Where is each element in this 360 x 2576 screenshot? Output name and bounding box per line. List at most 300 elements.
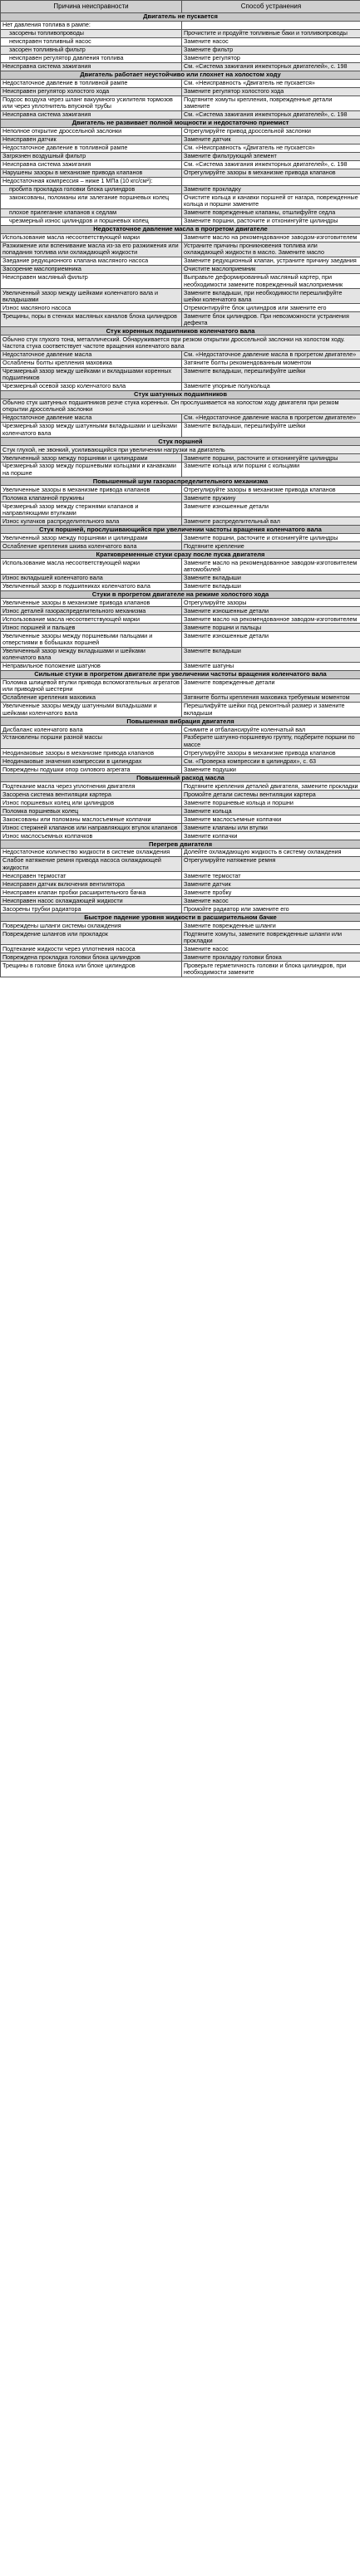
section-title: Стук поршней bbox=[1, 438, 360, 446]
fix-cell: Замените редукционный клапан, устраните причину заедания bbox=[182, 257, 360, 265]
fix-cell: Замените поврежденные детали bbox=[182, 678, 360, 693]
cause-text: Неисправна система зажигания bbox=[2, 110, 91, 119]
cause-cell bbox=[1, 46, 182, 54]
table-row bbox=[1, 599, 360, 607]
cause-text: Чрезмерный зазор между шейками и вкладышами коренных подшипников bbox=[2, 367, 172, 382]
cause-text: Использование масла несоответствующей марки bbox=[2, 558, 141, 566]
cause-cell bbox=[1, 463, 182, 477]
fix-cell: Затяните болты рекомендованным моментом bbox=[182, 359, 360, 367]
section-header-row bbox=[1, 670, 360, 678]
fix-cell: Замените вкладыши bbox=[182, 647, 360, 662]
section-title: Повышенная вибрация двигателя bbox=[1, 717, 360, 726]
cause-text: Слабое натяжение ремня привода насоса охлаждающей жидкости bbox=[2, 856, 161, 871]
cause-text: Чрезмерный осевой зазор коленчатого вала bbox=[2, 382, 126, 390]
table-row bbox=[1, 726, 360, 734]
cause-cell bbox=[1, 599, 182, 607]
cause-text: Дисбаланс коленчатого вала bbox=[2, 725, 83, 733]
cause-cell bbox=[1, 21, 182, 29]
fix-cell: Устраните причины проникновения топлива или охлаждающей жидкости в масло. Замените масло bbox=[182, 242, 360, 257]
fix-cell: Долейте охлаждающую жидкость в систему охлаждения bbox=[182, 849, 360, 857]
fix-cell: Подтяните хомуты, замените поврежденные шланги или прокладки bbox=[182, 930, 360, 945]
table-row bbox=[1, 574, 360, 582]
fix-cell: Замените шатуны bbox=[182, 662, 360, 670]
cause-cell bbox=[1, 757, 182, 766]
cause-text: Чрезмерный зазор между стержнями клапанов и направляющими втулками bbox=[2, 502, 139, 517]
fix-cell: См. «Неисправность «Двигатель не пускается» bbox=[182, 144, 360, 152]
fix-cell: Промойте радиатор или замените его bbox=[182, 905, 360, 913]
cause-text: Неисправна система зажигания bbox=[2, 160, 91, 169]
cause-text: Неисправна система зажигания bbox=[2, 62, 91, 71]
table-row bbox=[1, 414, 360, 422]
cause-text: Неисправен датчик bbox=[2, 135, 57, 144]
cause-cell bbox=[1, 726, 182, 734]
fix-cell: См. «Система зажигания инжекторных двигателей», с. 198 bbox=[182, 62, 360, 71]
table-row bbox=[1, 962, 360, 977]
section-header-row bbox=[1, 913, 360, 922]
table-row bbox=[1, 463, 360, 477]
table-row bbox=[1, 880, 360, 889]
table-row bbox=[1, 857, 360, 872]
fix-cell: Затяните болты крепления маховика требуемым моментом bbox=[182, 693, 360, 702]
section-header-row bbox=[1, 477, 360, 486]
section-title: Стук шатунных подшипников bbox=[1, 390, 360, 399]
fix-cell: Прочистите и продуйте топливные баки и топливопроводы bbox=[182, 29, 360, 37]
table-row bbox=[1, 79, 360, 87]
table-row bbox=[1, 693, 360, 702]
cause-text: Износ поршней и пальцев bbox=[2, 623, 76, 631]
fix-cell bbox=[182, 21, 360, 29]
cause-cell bbox=[1, 144, 182, 152]
fix-cell: Очистите маслоприемник bbox=[182, 265, 360, 273]
cause-cell bbox=[1, 922, 182, 930]
cause-text: Ослабление крепления маховика bbox=[2, 693, 96, 702]
fix-cell: Замените упорные полукольца bbox=[182, 382, 360, 390]
cause-cell bbox=[1, 62, 182, 71]
table-row bbox=[1, 632, 360, 647]
table-row bbox=[1, 953, 360, 962]
cause-text: неисправен регулятор давления топлива bbox=[9, 54, 124, 62]
cause-cell bbox=[1, 367, 182, 382]
table-row bbox=[1, 486, 360, 494]
cause-cell bbox=[1, 454, 182, 463]
section-title: Недостаточное давление масла в прогретом двигателе bbox=[1, 225, 360, 233]
fix-cell: Замените подушки bbox=[182, 766, 360, 774]
cause-cell bbox=[1, 607, 182, 615]
cause-text: чрезмерный износ цилиндров и поршневых колец bbox=[9, 217, 149, 225]
section-title: Стуки в прогретом двигателе на режиме холостого хода bbox=[1, 590, 360, 599]
section-title: Стук коренных подшипников коленчатого вала bbox=[1, 327, 360, 335]
cause-text: Износ стержней клапанов или направляющих втулок клапанов bbox=[2, 823, 178, 831]
cause-cell bbox=[1, 517, 182, 526]
cause-cell bbox=[1, 542, 182, 551]
fix-cell: Замените масло на рекомендованное заводом-изготовителем bbox=[182, 233, 360, 242]
cause-text: Подтекание жидкости через уплотнения насоса bbox=[2, 944, 136, 953]
cause-cell bbox=[1, 953, 182, 962]
header-cause: Причина неисправности bbox=[1, 1, 182, 13]
table-row bbox=[1, 144, 360, 152]
table-row bbox=[1, 208, 360, 217]
section-title: Стук поршней, прослушивающийся при увеличении частоты вращения коленчатого вала bbox=[1, 526, 360, 534]
cause-text: Поломка шлицевой втулки привода вспомогательных агрегатов или приводной шестерни bbox=[2, 678, 180, 693]
table-row bbox=[1, 233, 360, 242]
fix-cell: Отрегулируйте зазоры в механизме привода клапанов bbox=[182, 486, 360, 494]
fix-cell: См. «Проверка компрессии в цилиндрах», с. 63 bbox=[182, 757, 360, 766]
table-row bbox=[1, 542, 360, 551]
cause-text: Увеличенный зазор между шейками коленчатого вала и вкладышами bbox=[2, 288, 159, 303]
cause-text: Неполное открытие дроссельной заслонки bbox=[2, 127, 122, 135]
fix-cell: Замените вкладыши bbox=[182, 582, 360, 590]
fix-cell: Подтяните крепления деталей двигателя, замените прокладки bbox=[182, 782, 360, 791]
cause-text: Неисправен датчик включения вентилятора bbox=[2, 879, 125, 888]
fix-cell: Замените масло на рекомендованное заводом-изготовителем bbox=[182, 615, 360, 624]
table-row bbox=[1, 265, 360, 273]
cause-text: Загрязнен воздушный фильтр bbox=[2, 152, 86, 160]
section-title: Двигатель не пускается bbox=[1, 12, 360, 21]
section-title: Перегрев двигателя bbox=[1, 840, 360, 849]
cause-text: Износ вкладышей коленчатого вала bbox=[2, 573, 103, 581]
fix-cell: Замените кольца или поршни с кольцами bbox=[182, 463, 360, 477]
cause-text: неисправен топливный насос bbox=[9, 37, 91, 46]
fix-cell: Замените насос bbox=[182, 945, 360, 953]
cause-cell bbox=[1, 678, 182, 693]
fix-cell: Замените блок цилиндров. При невозможности устранения дефекта bbox=[182, 312, 360, 327]
table-row bbox=[1, 217, 360, 225]
fix-cell: Замените поврежденные шланги bbox=[182, 922, 360, 930]
cause-cell bbox=[1, 382, 182, 390]
cause-cell bbox=[1, 110, 182, 119]
table-row bbox=[1, 21, 360, 29]
cause-text: Разжижение или вспенивание масла из-за его разжижения или попадания топлива или охлаждающей жидкости bbox=[2, 242, 179, 257]
cause-cell bbox=[1, 414, 182, 422]
table-row bbox=[1, 872, 360, 880]
fix-cell: Подтяните крепление bbox=[182, 542, 360, 551]
cause-text: Ослабление крепления шкива коленчатого вала bbox=[2, 541, 137, 550]
cause-cell bbox=[1, 289, 182, 304]
section-header-row bbox=[1, 717, 360, 726]
cause-cell bbox=[1, 632, 182, 647]
table-row bbox=[1, 152, 360, 160]
table-row bbox=[1, 889, 360, 897]
fix-cell: Замените изношенные детали bbox=[182, 502, 360, 517]
fix-cell: Подтяните хомуты крепления, поврежденные детали замените bbox=[182, 95, 360, 110]
fix-cell bbox=[182, 177, 360, 185]
table-row bbox=[1, 454, 360, 463]
fix-cell: Замените пружину bbox=[182, 494, 360, 502]
fix-cell: Отрегулируйте зазоры в механизме привода клапанов bbox=[182, 749, 360, 757]
cause-text: Неисправен масляный фильтр bbox=[2, 273, 88, 282]
cause-cell bbox=[1, 135, 182, 144]
cause-cell bbox=[1, 257, 182, 265]
table-row bbox=[1, 37, 360, 46]
cause-text: Недостаточное давление масла bbox=[2, 414, 92, 422]
cause-text: Чрезмерный зазор между поршневыми кольцами и канавками на поршне bbox=[2, 462, 176, 477]
cause-text: Увеличенные зазоры между шатунными вкладышами и шейками коленчатого вала bbox=[2, 702, 157, 717]
section-header-row bbox=[1, 327, 360, 335]
cause-text: Установлены поршни разной массы bbox=[2, 733, 102, 742]
cause-text: Износ масляного насоса bbox=[2, 303, 72, 311]
table-row bbox=[1, 193, 360, 208]
cause-text: Трещины в головке блока или блоке цилиндров bbox=[2, 961, 136, 969]
fix-cell: Замените насос bbox=[182, 37, 360, 46]
fix-cell: Замените термостат bbox=[182, 872, 360, 880]
table-row bbox=[1, 534, 360, 542]
fix-cell: Отремонтируйте блок цилиндров или замените его bbox=[182, 304, 360, 312]
cause-cell bbox=[1, 849, 182, 857]
section-header-row bbox=[1, 390, 360, 399]
cause-text: Нет давления топлива в рампе: bbox=[2, 21, 91, 29]
table-row bbox=[1, 87, 360, 95]
fix-cell: Очистите кольца и канавки поршней от нагара, поврежденные кольца и поршни замените bbox=[182, 193, 360, 208]
cause-cell bbox=[1, 897, 182, 905]
cause-cell bbox=[1, 160, 182, 169]
cause-cell bbox=[1, 422, 182, 437]
cause-text: засорен топливный фильтр bbox=[9, 46, 86, 54]
fix-cell: Замените вкладыши, перешлифуйте шейки bbox=[182, 422, 360, 437]
fix-cell: См. «Система зажигания инжекторных двигателей», с. 198 bbox=[182, 160, 360, 169]
cause-cell bbox=[1, 494, 182, 502]
table-row bbox=[1, 29, 360, 37]
cause-cell bbox=[1, 815, 182, 824]
fix-cell: Замените изношенные детали bbox=[182, 607, 360, 615]
table-row bbox=[1, 273, 360, 288]
table-row bbox=[1, 897, 360, 905]
cause-text: Засорены трубки радиатора bbox=[2, 904, 81, 913]
cause-cell bbox=[1, 857, 182, 872]
fix-cell: Замените распределительный вал bbox=[182, 517, 360, 526]
cause-text: Неисправен термостат bbox=[2, 871, 67, 879]
cause-text: Увеличенные зазоры в механизме привода клапанов bbox=[2, 598, 150, 606]
cause-cell bbox=[1, 273, 182, 288]
table-row bbox=[1, 757, 360, 766]
cause-cell bbox=[1, 807, 182, 815]
table-body bbox=[1, 12, 360, 977]
table-row bbox=[1, 185, 360, 193]
cause-cell bbox=[1, 662, 182, 670]
cause-cell bbox=[1, 945, 182, 953]
fix-cell: Замените регулятор холостого хода bbox=[182, 87, 360, 95]
cause-cell bbox=[1, 350, 182, 359]
section-title: Быстрое падение уровня жидкости в расширительном бачке bbox=[1, 913, 360, 922]
cause-text: Нарушены зазоры в механизме привода клапанов bbox=[2, 169, 143, 177]
fix-cell: Замените кольца bbox=[182, 807, 360, 815]
fix-cell: Отрегулируйте зазоры в механизме привода клапанов bbox=[182, 169, 360, 177]
table-row bbox=[1, 930, 360, 945]
table-row bbox=[1, 95, 360, 110]
section-header-row bbox=[1, 526, 360, 534]
table-row bbox=[1, 615, 360, 624]
fix-cell: Перешлифуйте шейки под ремонтный размер и замените вкладыши bbox=[182, 702, 360, 717]
cause-text: Ослаблены болты крепления маховика bbox=[2, 359, 112, 367]
fix-cell: Проверьте герметичность головки и блока цилиндров, при необходимости замените bbox=[182, 962, 360, 977]
table-row bbox=[1, 766, 360, 774]
section-title: Повышенный шум газораспределительного механизма bbox=[1, 477, 360, 486]
cause-cell bbox=[1, 782, 182, 791]
cause-text: Неисправен клапан пробки расширительного бачка bbox=[2, 888, 146, 896]
section-header-row bbox=[1, 119, 360, 127]
cause-cell bbox=[1, 359, 182, 367]
fix-cell: Замените колпачки bbox=[182, 832, 360, 840]
table-row bbox=[1, 824, 360, 832]
cause-text: Повреждены шланги системы охлаждения bbox=[2, 921, 121, 929]
cause-cell bbox=[1, 693, 182, 702]
cause-text: Неодинаковые зазоры в механизме привода клапанов bbox=[2, 748, 155, 757]
cause-text: засорены топливопроводы bbox=[9, 29, 84, 37]
table-row bbox=[1, 127, 360, 135]
cause-cell bbox=[1, 79, 182, 87]
table-row bbox=[1, 304, 360, 312]
fix-cell: Отрегулируйте зазоры bbox=[182, 599, 360, 607]
table-row bbox=[1, 815, 360, 824]
cause-text: Неисправен регулятор холостого хода bbox=[2, 87, 110, 95]
cause-text: Повреждена прокладка головки блока цилиндров bbox=[2, 953, 141, 961]
table-row bbox=[1, 312, 360, 327]
cause-text: пробита прокладка головки блока цилиндров bbox=[9, 185, 136, 193]
cause-cell bbox=[1, 233, 182, 242]
cause-cell bbox=[1, 905, 182, 913]
cause-cell bbox=[1, 534, 182, 542]
cause-cell bbox=[1, 242, 182, 257]
table-row bbox=[1, 624, 360, 632]
cause-cell bbox=[1, 734, 182, 749]
section-header-row bbox=[1, 12, 360, 21]
table-row bbox=[1, 177, 360, 185]
table-row bbox=[1, 135, 360, 144]
cause-cell bbox=[1, 824, 182, 832]
cause-text: Засорение маслоприемника bbox=[2, 265, 81, 273]
fix-cell: Замените поршни, расточите и отхонингуйте цилиндры bbox=[182, 454, 360, 463]
cause-text: Трещины, поры в стенках масляных каналов блока цилиндров bbox=[2, 311, 177, 320]
table-row bbox=[1, 62, 360, 71]
fix-cell: Замените фильтрующий элемент bbox=[182, 152, 360, 160]
cause-text: Засорена система вентиляции картера bbox=[2, 790, 111, 798]
fix-cell: Замените прокладку bbox=[182, 185, 360, 193]
table-row bbox=[1, 335, 360, 350]
cause-cell bbox=[1, 799, 182, 807]
cause-cell bbox=[1, 177, 182, 185]
cause-text: Увеличенный зазор между вкладышами и шейками коленчатого вала bbox=[2, 647, 145, 662]
cause-cell bbox=[1, 559, 182, 574]
cause-text: Неисправен насос охлаждающей жидкости bbox=[2, 896, 123, 904]
cause-cell bbox=[1, 615, 182, 624]
table-row bbox=[1, 242, 360, 257]
cause-text: Увеличенный зазор в подшипниках коленчатого вала bbox=[2, 581, 150, 590]
cause-text: Износ маслосъемных колпачков bbox=[2, 831, 93, 840]
table-row bbox=[1, 367, 360, 382]
section-header-row bbox=[1, 71, 360, 79]
fix-cell: Замените поврежденные клапаны, отшлифуйте седла bbox=[182, 208, 360, 217]
cause-cell bbox=[1, 486, 182, 494]
section-title: Двигатель работает неустойчиво или глохнет на холостом ходу bbox=[1, 71, 360, 79]
cause-cell bbox=[1, 304, 182, 312]
cause-cell bbox=[1, 217, 182, 225]
table-row bbox=[1, 791, 360, 799]
cause-text: Недостаточное давление в топливной рампе bbox=[2, 79, 128, 87]
fix-cell: Отрегулируйте привод дроссельной заслонки bbox=[182, 127, 360, 135]
fix-cell: Замените насос bbox=[182, 897, 360, 905]
header-fix: Способ устранения bbox=[182, 1, 360, 13]
cause-cell bbox=[1, 791, 182, 799]
cause-text: Недостаточное давление масла bbox=[2, 350, 92, 359]
cause-cell bbox=[1, 127, 182, 135]
fix-cell: См. «Недостаточное давление масла в прогретом двигателе» bbox=[182, 414, 360, 422]
note-cell: Обычно стук шатунных подшипников резче стука коренных. Он прослушивается на холостом ходу двигателя при резком открытии дроссельной заслонки bbox=[1, 399, 360, 414]
cause-text: Увеличенный зазор между поршнями и цилиндрами bbox=[2, 453, 148, 462]
cause-text: Увеличенный зазор между поршнями и цилиндрами bbox=[2, 533, 148, 541]
table-row bbox=[1, 799, 360, 807]
cause-cell bbox=[1, 169, 182, 177]
cause-text: Использование масла несоответствующей марки bbox=[2, 233, 141, 242]
cause-text: Заедание редукционного клапана масляного насоса bbox=[2, 257, 149, 265]
cause-cell bbox=[1, 54, 182, 62]
cause-cell bbox=[1, 702, 182, 717]
cause-text: Недостаточная компрессия – ниже 1 МПа (10 кгс/см²): bbox=[2, 177, 153, 185]
table-row bbox=[1, 607, 360, 615]
fix-cell: Замените фильтр bbox=[182, 46, 360, 54]
cause-cell bbox=[1, 930, 182, 945]
cause-cell bbox=[1, 265, 182, 273]
table-row bbox=[1, 422, 360, 437]
note-cell: Стук глухой, не звонкий, усиливающийся при увеличении нагрузки на двигатель bbox=[1, 446, 360, 454]
section-header-row bbox=[1, 774, 360, 782]
fix-cell: Замените прокладку головки блока bbox=[182, 953, 360, 962]
cause-text: плохое прилегание клапанов к седлам bbox=[9, 208, 117, 217]
table-row bbox=[1, 502, 360, 517]
section-header-row bbox=[1, 840, 360, 849]
table-row bbox=[1, 160, 360, 169]
note-cell: Обычно стук глухого тона, металлический. Обнаруживается при резком открытии дроссельной заслонки на холостом ходу. Частота стука соответствует частоте вращения коленчатого вала bbox=[1, 335, 360, 350]
cause-text: Износ деталей газораспределительного механизма bbox=[2, 606, 146, 615]
cause-cell bbox=[1, 185, 182, 193]
fix-cell: Разберите шатунно-поршневую группу, подберите поршни по массе bbox=[182, 734, 360, 749]
cause-cell bbox=[1, 962, 182, 977]
table-row bbox=[1, 782, 360, 791]
fix-cell: Замените клапаны или втулки bbox=[182, 824, 360, 832]
section-header-row bbox=[1, 590, 360, 599]
cause-cell bbox=[1, 502, 182, 517]
table-row bbox=[1, 559, 360, 574]
cause-cell bbox=[1, 872, 182, 880]
cause-cell bbox=[1, 312, 182, 327]
cause-cell bbox=[1, 87, 182, 95]
fix-cell: Замените поршни, расточите и отхонингуйте цилиндры bbox=[182, 217, 360, 225]
table-row bbox=[1, 734, 360, 749]
fix-cell: Замените датчик bbox=[182, 880, 360, 889]
fix-cell: Замените вкладыши bbox=[182, 574, 360, 582]
cause-cell bbox=[1, 29, 182, 37]
table-row bbox=[1, 359, 360, 367]
fix-cell: Снимите и отбалансируйте коленчатый вал bbox=[182, 726, 360, 734]
section-title: Двигатель не развивает полной мощности и недостаточно приемист bbox=[1, 119, 360, 127]
table-row bbox=[1, 832, 360, 840]
cause-text: Увеличенные зазоры в механизме привода клапанов bbox=[2, 485, 150, 493]
table-row bbox=[1, 849, 360, 857]
fix-cell: Замените изношенные детали bbox=[182, 632, 360, 647]
cause-text: Увеличенные зазоры между поршневыми пальцами и отверстиями в бобышках поршней bbox=[2, 631, 153, 647]
cause-cell bbox=[1, 880, 182, 889]
fix-cell: Отрегулируйте натяжение ремня bbox=[182, 857, 360, 872]
cause-cell bbox=[1, 582, 182, 590]
table-row bbox=[1, 702, 360, 717]
section-title: Кратковременные стуки сразу после пуска двигателя bbox=[1, 551, 360, 559]
table-row bbox=[1, 582, 360, 590]
cause-cell bbox=[1, 749, 182, 757]
table-row bbox=[1, 46, 360, 54]
fix-cell: Выправьте деформированный масляный картер, при необходимости замените поврежденный маслоприемник bbox=[182, 273, 360, 288]
fix-cell: Замените пробку bbox=[182, 889, 360, 897]
table-row bbox=[1, 647, 360, 662]
table-header-row bbox=[1, 1, 360, 13]
cause-text: Повреждение шлангов или прокладок bbox=[2, 929, 108, 938]
